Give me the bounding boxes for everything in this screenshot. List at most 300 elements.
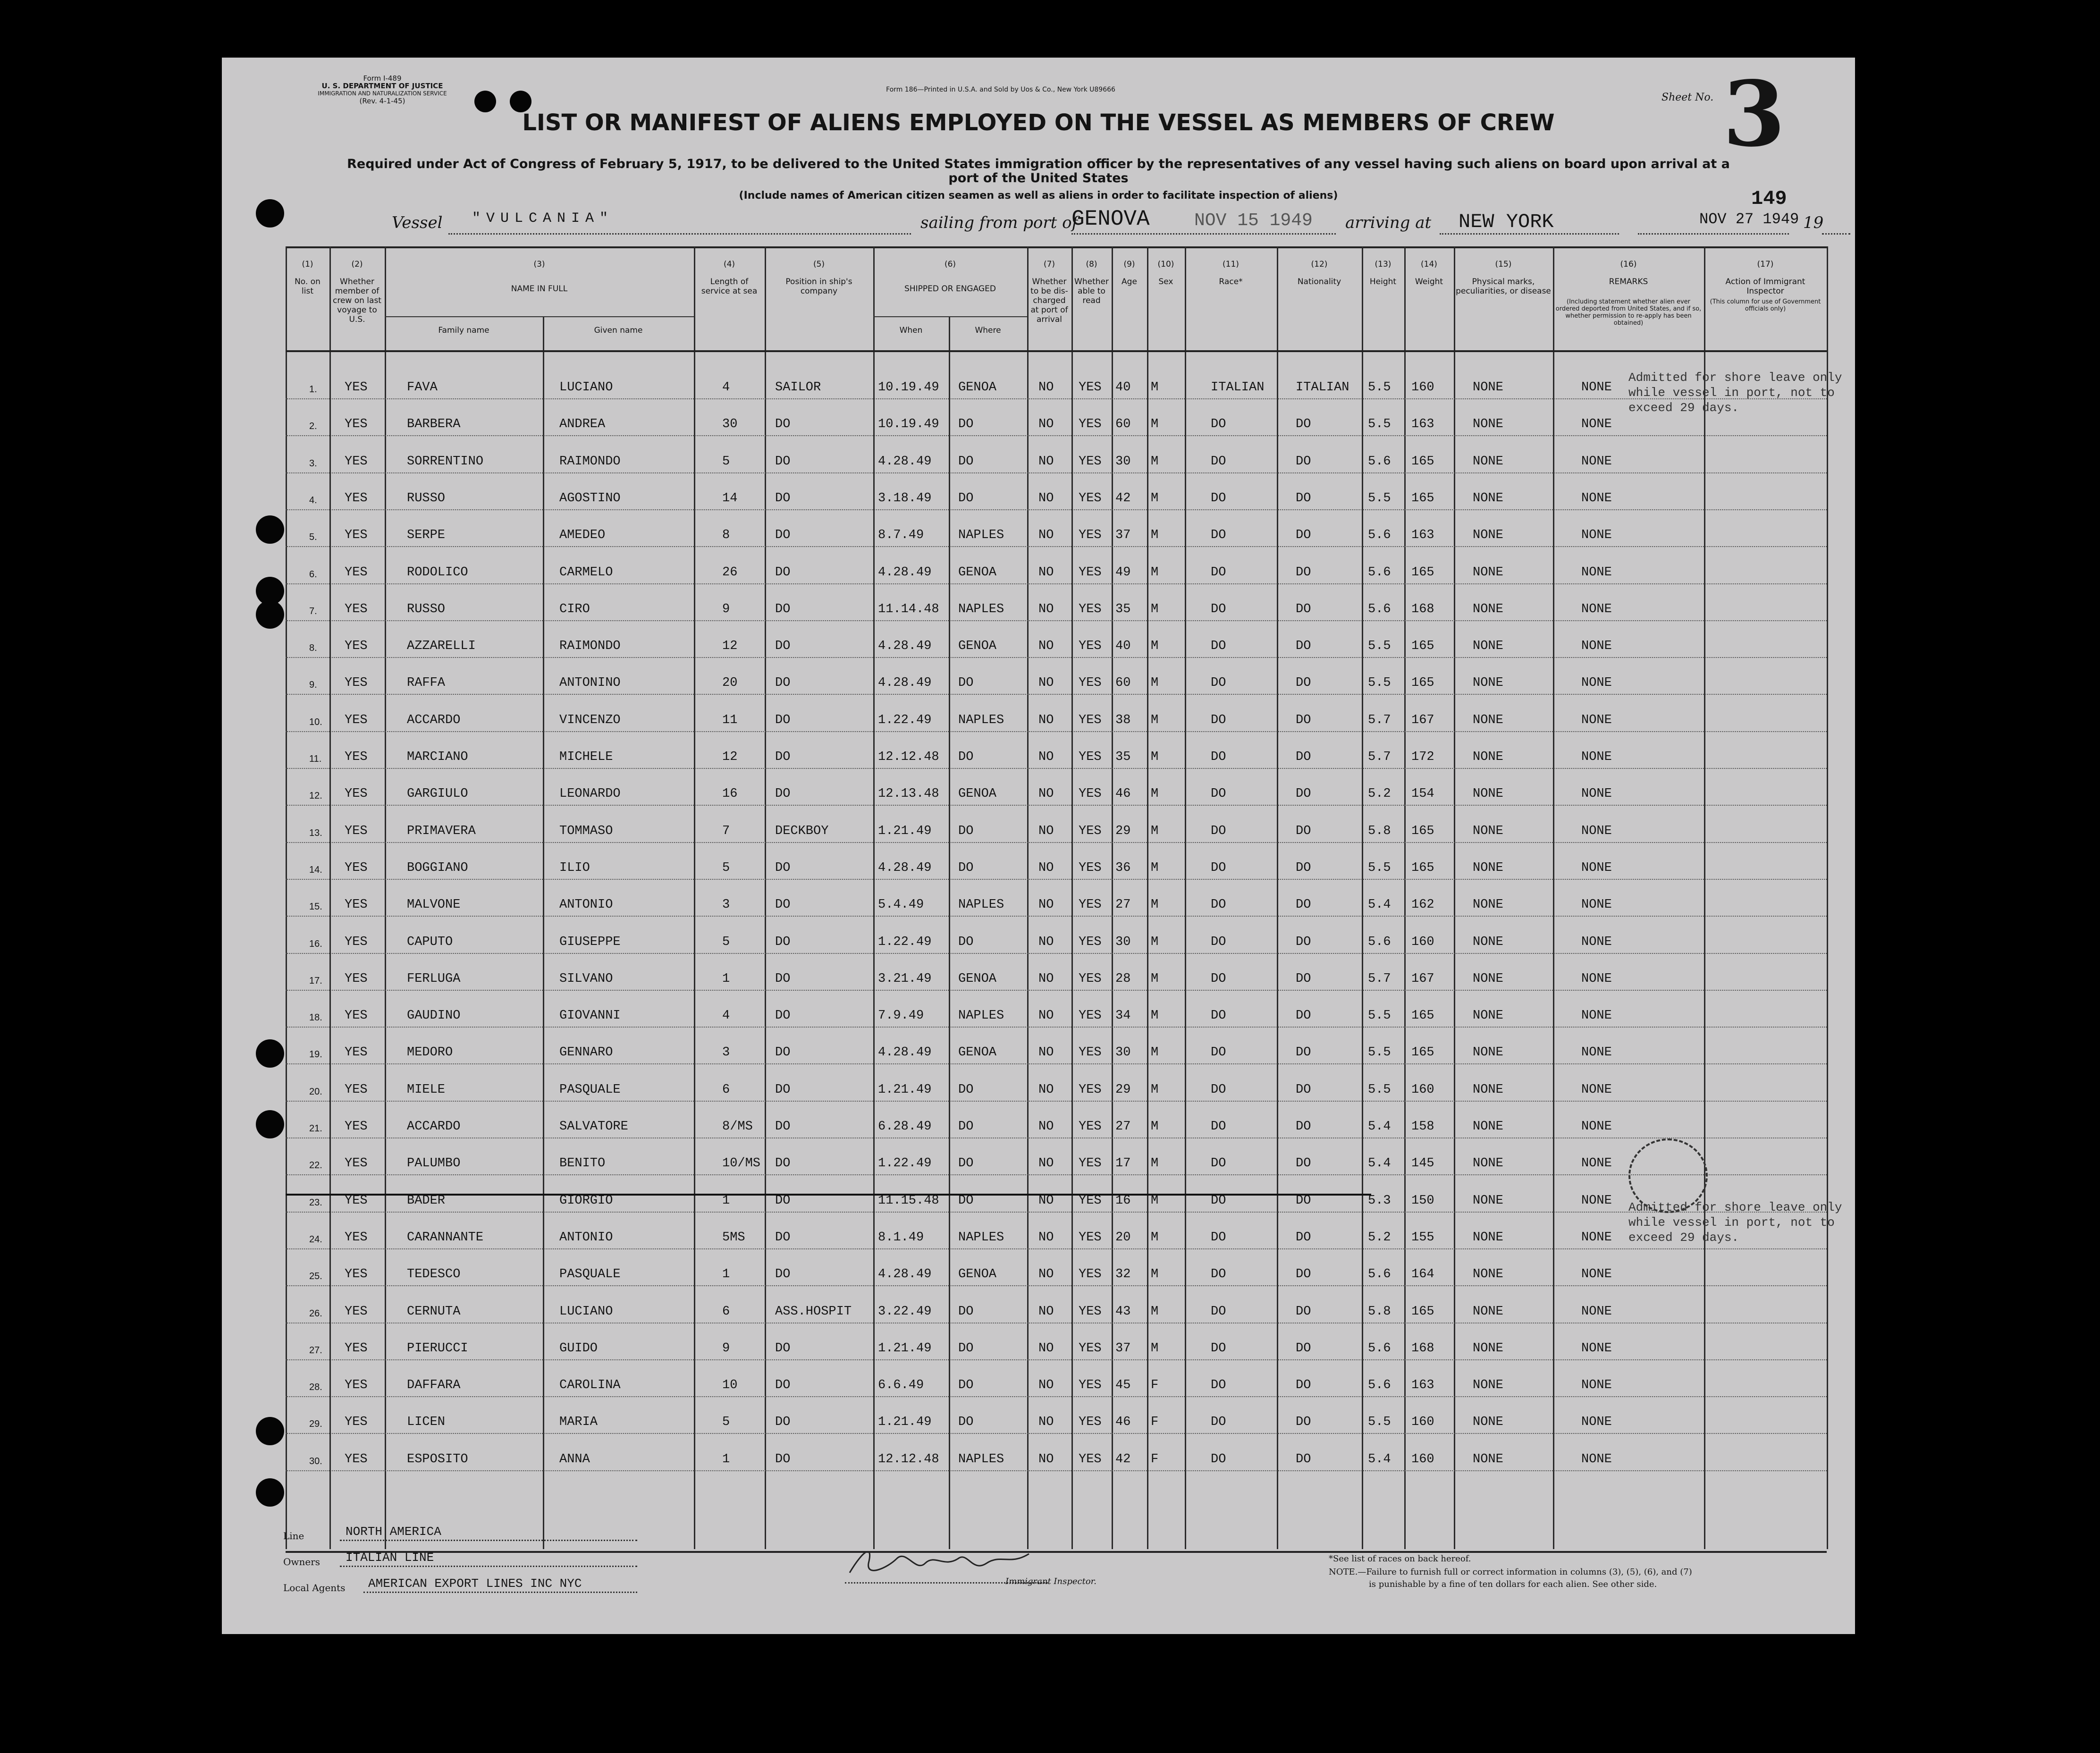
table-cell: 165 bbox=[1411, 565, 1434, 580]
table-cell: NONE bbox=[1581, 1082, 1612, 1097]
table-cell: NONE bbox=[1473, 1120, 1503, 1134]
table-cell: YES bbox=[345, 1156, 368, 1171]
table-cell: NO bbox=[1038, 417, 1054, 432]
table-cell: M bbox=[1151, 787, 1159, 801]
table-cell: ANTONIO bbox=[559, 898, 613, 912]
column-header: SHIPPED OR ENGAGED bbox=[904, 284, 996, 294]
table-cell: NONE bbox=[1581, 713, 1612, 727]
table-cell: DO bbox=[958, 1304, 974, 1319]
column-number: (2) bbox=[351, 260, 363, 269]
table-cell: M bbox=[1151, 824, 1159, 838]
table-cell: DO bbox=[1296, 417, 1311, 432]
table-cell: NONE bbox=[1473, 1341, 1503, 1356]
table-cell: 5.7 bbox=[1368, 750, 1391, 764]
table-cell: 6.6.49 bbox=[878, 1378, 924, 1393]
table-cell: NONE bbox=[1473, 1230, 1503, 1245]
table-row-rule bbox=[286, 1396, 1827, 1397]
column-number: (6) bbox=[944, 260, 956, 269]
table-cell: 35 bbox=[1115, 602, 1131, 616]
table-cell: 167 bbox=[1411, 971, 1434, 986]
subtitle-note: (Include names of American citizen seamen as well as aliens in order to facilitate inspection of aliens) bbox=[739, 190, 1338, 202]
table-cell: 9 bbox=[722, 1341, 730, 1356]
table-cell: DO bbox=[958, 1378, 974, 1393]
table-cell: NONE bbox=[1581, 1267, 1612, 1282]
manifest-sheet bbox=[222, 58, 1855, 1634]
vessel-name: "VULCANIA" bbox=[472, 211, 614, 227]
table-cell: ILIO bbox=[559, 860, 590, 875]
row-number: 2. bbox=[309, 421, 317, 432]
table-cell: ITALIAN bbox=[1211, 380, 1265, 395]
table-cell: 163 bbox=[1411, 528, 1434, 543]
table-cell: YES bbox=[345, 602, 368, 616]
table-cell: 5.6 bbox=[1368, 602, 1391, 616]
inspector-label: Immigrant Inspector. bbox=[1005, 1576, 1097, 1586]
table-cell: DO bbox=[1211, 1156, 1226, 1171]
table-cell: YES bbox=[1079, 935, 1102, 949]
table-cell: NONE bbox=[1473, 787, 1503, 801]
column-header: Action of Immigrant Inspector bbox=[1725, 277, 1805, 296]
table-cell: M bbox=[1151, 860, 1159, 875]
table-cell: DO bbox=[775, 1267, 791, 1282]
table-cell: M bbox=[1151, 1009, 1159, 1023]
table-cell: 6 bbox=[722, 1304, 730, 1319]
sailing-date: NOV 15 1949 bbox=[1194, 211, 1313, 231]
owners-value: ITALIAN LINE bbox=[346, 1551, 434, 1565]
table-cell: DO bbox=[958, 1156, 974, 1171]
table-cell: 5.6 bbox=[1368, 1341, 1391, 1356]
table-cell: NO bbox=[1038, 454, 1054, 469]
table-cell: PIERUCCI bbox=[407, 1341, 468, 1356]
row-number: 23. bbox=[309, 1197, 322, 1208]
table-cell: NONE bbox=[1473, 1452, 1503, 1466]
table-cell: NO bbox=[1038, 1378, 1054, 1393]
table-cell: 150 bbox=[1411, 1193, 1434, 1208]
column-divider bbox=[1147, 246, 1148, 1549]
row-number: 6. bbox=[309, 569, 317, 580]
table-cell: DO bbox=[958, 1082, 974, 1097]
table-cell: NONE bbox=[1581, 787, 1612, 801]
table-cell: NONE bbox=[1473, 417, 1503, 432]
table-cell: 1.22.49 bbox=[878, 935, 932, 949]
table-cell: DO bbox=[1296, 1009, 1311, 1023]
form-dept: U. S. DEPARTMENT OF JUSTICE bbox=[321, 82, 443, 90]
table-cell: BENITO bbox=[559, 1156, 606, 1171]
table-cell: M bbox=[1151, 602, 1159, 616]
subtitle: Required under Act of Congress of February 5, 1917, to be delivered to the United States immigration officer by the representatives of any vessel having such aliens on board upon arrival at a bbox=[347, 157, 1730, 171]
row-number: 28. bbox=[309, 1382, 322, 1393]
table-cell: LUCIANO bbox=[559, 380, 613, 395]
column-divider bbox=[765, 246, 766, 1549]
column-divider bbox=[286, 246, 287, 1549]
table-cell: GUIDO bbox=[559, 1341, 598, 1356]
table-cell: 5.7 bbox=[1368, 713, 1391, 727]
row-number: 29. bbox=[309, 1419, 322, 1430]
table-cell: NO bbox=[1038, 1341, 1054, 1356]
table-cell: 1.21.49 bbox=[878, 1082, 932, 1097]
table-cell: NONE bbox=[1473, 676, 1503, 691]
arriving-label: arriving at bbox=[1345, 213, 1432, 232]
table-cell: DO bbox=[1296, 1341, 1311, 1356]
year-dotline bbox=[1822, 233, 1850, 235]
table-cell: M bbox=[1151, 491, 1159, 506]
column-divider bbox=[543, 316, 544, 1549]
table-cell: CIRO bbox=[559, 602, 590, 616]
table-cell: AGOSTINO bbox=[559, 491, 621, 506]
row-number: 9. bbox=[309, 680, 317, 691]
agents-dotline bbox=[363, 1592, 637, 1593]
table-cell: 5.4 bbox=[1368, 898, 1391, 912]
table-cell: 14 bbox=[722, 491, 738, 506]
binder-hole bbox=[256, 1417, 284, 1445]
column-number: (16) bbox=[1620, 260, 1637, 269]
table-cell: 49 bbox=[1115, 565, 1131, 580]
table-cell: GENOA bbox=[958, 380, 997, 395]
table-cell: 5.2 bbox=[1368, 787, 1391, 801]
table-cell: YES bbox=[1079, 1193, 1102, 1208]
table-cell: NONE bbox=[1473, 491, 1503, 506]
table-row-rule bbox=[286, 435, 1827, 436]
table-cell: 5.6 bbox=[1368, 935, 1391, 949]
column-subheader: Given name bbox=[594, 326, 643, 335]
table-cell: 30 bbox=[1115, 1045, 1131, 1060]
table-cell: 4.28.49 bbox=[878, 860, 932, 875]
table-cell: NONE bbox=[1473, 1156, 1503, 1171]
table-cell: ANTONINO bbox=[559, 676, 621, 691]
table-cell: ACCARDO bbox=[407, 1120, 461, 1134]
table-cell: M bbox=[1151, 565, 1159, 580]
table-cell: YES bbox=[1079, 1452, 1102, 1466]
table-cell: DO bbox=[1211, 971, 1226, 986]
table-cell: 10.19.49 bbox=[878, 417, 939, 432]
table-cell: 1.21.49 bbox=[878, 1415, 932, 1430]
table-cell: NONE bbox=[1473, 1193, 1503, 1208]
table-cell: 7 bbox=[722, 824, 730, 838]
form-id: Form I-489 bbox=[363, 74, 402, 83]
table-cell: YES bbox=[1079, 1230, 1102, 1245]
table-cell: 165 bbox=[1411, 676, 1434, 691]
column-number: (3) bbox=[533, 260, 545, 269]
table-cell: NONE bbox=[1581, 1452, 1612, 1466]
table-cell: NONE bbox=[1473, 1009, 1503, 1023]
table-cell: ACCARDO bbox=[407, 713, 461, 727]
table-cell: YES bbox=[1079, 676, 1102, 691]
table-cell: M bbox=[1151, 417, 1159, 432]
table-cell: 5.2 bbox=[1368, 1230, 1391, 1245]
table-cell: 5.8 bbox=[1368, 824, 1391, 838]
table-cell: M bbox=[1151, 750, 1159, 764]
table-cell: 5 bbox=[722, 860, 730, 875]
table-cell: DO bbox=[1296, 1045, 1311, 1060]
table-cell: ANDREA bbox=[559, 417, 606, 432]
table-cell: DO bbox=[1296, 713, 1311, 727]
row-number: 18. bbox=[309, 1012, 322, 1023]
table-cell: DO bbox=[1296, 565, 1311, 580]
column-header: Whether to be dis-charged at port of arrival bbox=[1030, 277, 1068, 324]
table-cell: 5.6 bbox=[1368, 565, 1391, 580]
table-cell: FERLUGA bbox=[407, 971, 461, 986]
table-cell: ESPOSITO bbox=[407, 1452, 468, 1466]
shipped-subheader-line bbox=[873, 316, 1027, 317]
table-cell: YES bbox=[345, 380, 368, 395]
table-cell: MARIA bbox=[559, 1415, 598, 1430]
year-label: 19 bbox=[1803, 213, 1824, 232]
table-cell: DO bbox=[1296, 898, 1311, 912]
table-cell: 12.12.48 bbox=[878, 1452, 939, 1466]
table-cell: YES bbox=[345, 898, 368, 912]
table-row-rule bbox=[286, 1101, 1827, 1102]
table-cell: YES bbox=[1079, 713, 1102, 727]
row-number: 16. bbox=[309, 938, 322, 949]
table-cell: YES bbox=[345, 1045, 368, 1060]
column-divider bbox=[329, 246, 331, 1549]
table-cell: RUSSO bbox=[407, 491, 446, 506]
table-cell: 10 bbox=[722, 1378, 738, 1393]
table-cell: DO bbox=[958, 824, 974, 838]
table-row-rule bbox=[286, 509, 1827, 510]
column-subheader: Family name bbox=[438, 326, 489, 335]
table-cell: 6.28.49 bbox=[878, 1120, 932, 1134]
table-cell: NO bbox=[1038, 750, 1054, 764]
table-cell: DO bbox=[1211, 1120, 1226, 1134]
table-cell: M bbox=[1151, 454, 1159, 469]
fine-note-2: is punishable by a fine of ten dollars for each alien. See other side. bbox=[1369, 1579, 1657, 1589]
table-cell: PRIMAVERA bbox=[407, 824, 476, 838]
table-cell: CERNUTA bbox=[407, 1304, 461, 1319]
table-cell: 5.5 bbox=[1368, 380, 1391, 395]
table-cell: DO bbox=[775, 750, 791, 764]
shore-leave-stamp: Admitted for shore leave only while vessel in port, not to exceed 29 days. bbox=[1628, 1200, 1842, 1245]
table-cell: 26 bbox=[722, 565, 738, 580]
agents-label: Local Agents bbox=[283, 1582, 346, 1593]
table-cell: 30 bbox=[722, 417, 738, 432]
row-number: 21. bbox=[309, 1123, 322, 1134]
table-cell: AZZARELLI bbox=[407, 639, 476, 654]
table-cell: 11.15.48 bbox=[878, 1193, 939, 1208]
table-cell: 163 bbox=[1411, 1378, 1434, 1393]
sheet-number: 3 bbox=[1723, 61, 1786, 167]
table-cell: M bbox=[1151, 971, 1159, 986]
table-cell: NONE bbox=[1581, 491, 1612, 506]
table-cell: 8.1.49 bbox=[878, 1230, 924, 1245]
sailing-dotline bbox=[1071, 233, 1336, 235]
row-number: 20. bbox=[309, 1086, 322, 1097]
table-cell: GIUSEPPE bbox=[559, 935, 621, 949]
table-cell: M bbox=[1151, 713, 1159, 727]
column-header: Whether member of crew on last voyage to U.S. bbox=[333, 277, 381, 324]
table-cell: DO bbox=[775, 713, 791, 727]
table-cell: DO bbox=[775, 1378, 791, 1393]
table-cell: M bbox=[1151, 1267, 1159, 1282]
row-number: 3. bbox=[309, 458, 317, 469]
arrival-date: NOV 27 1949 bbox=[1699, 211, 1799, 228]
table-row-rule bbox=[286, 1359, 1827, 1360]
column-divider bbox=[694, 246, 695, 1549]
table-cell: 8.7.49 bbox=[878, 528, 924, 543]
table-cell: DO bbox=[958, 417, 974, 432]
table-row-rule bbox=[286, 1027, 1827, 1028]
table-cell: 10.19.49 bbox=[878, 380, 939, 395]
column-divider bbox=[1827, 246, 1828, 1549]
table-cell: 168 bbox=[1411, 602, 1434, 616]
table-cell: 27 bbox=[1115, 1120, 1131, 1134]
table-cell: 5.5 bbox=[1368, 491, 1391, 506]
header-bottom-line bbox=[286, 350, 1827, 352]
table-cell: NONE bbox=[1473, 935, 1503, 949]
table-cell: M bbox=[1151, 1120, 1159, 1134]
table-cell: YES bbox=[345, 1009, 368, 1023]
table-cell: 11 bbox=[722, 713, 738, 727]
table-row-rule bbox=[286, 1174, 1827, 1175]
table-cell: YES bbox=[1079, 417, 1102, 432]
table-cell: MALVONE bbox=[407, 898, 461, 912]
table-cell: 4.28.49 bbox=[878, 639, 932, 654]
table-cell: DO bbox=[958, 935, 974, 949]
table-cell: 6 bbox=[722, 1082, 730, 1097]
table-cell: YES bbox=[345, 860, 368, 875]
table-cell: DO bbox=[775, 935, 791, 949]
table-cell: DO bbox=[1211, 417, 1226, 432]
column-number: (4) bbox=[723, 260, 735, 269]
table-cell: YES bbox=[1079, 528, 1102, 543]
table-cell: BADER bbox=[407, 1193, 446, 1208]
column-divider bbox=[1454, 246, 1455, 1549]
table-cell: YES bbox=[345, 971, 368, 986]
table-cell: DO bbox=[958, 491, 974, 506]
table-cell: YES bbox=[345, 1378, 368, 1393]
table-cell: DO bbox=[775, 898, 791, 912]
owners-dotline bbox=[340, 1566, 637, 1567]
table-cell: DO bbox=[1296, 1082, 1311, 1097]
binder-hole bbox=[256, 1039, 284, 1068]
table-cell: DO bbox=[1296, 491, 1311, 506]
table-cell: NONE bbox=[1581, 750, 1612, 764]
table-cell: DO bbox=[775, 1045, 791, 1060]
arrival-port: NEW YORK bbox=[1459, 211, 1554, 233]
table-cell: DO bbox=[958, 750, 974, 764]
table-cell: SALVATORE bbox=[559, 1120, 628, 1134]
column-number: (11) bbox=[1223, 260, 1239, 269]
table-cell: FAVA bbox=[407, 380, 438, 395]
table-cell: 1 bbox=[722, 971, 730, 986]
table-cell: 164 bbox=[1411, 1267, 1434, 1282]
table-cell: BOGGIANO bbox=[407, 860, 468, 875]
table-cell: 42 bbox=[1115, 1452, 1131, 1466]
table-cell: DO bbox=[1211, 860, 1226, 875]
row-number: 7. bbox=[309, 606, 317, 616]
table-cell: DO bbox=[1296, 750, 1311, 764]
column-divider bbox=[873, 246, 875, 1549]
table-cell: 5.6 bbox=[1368, 1267, 1391, 1282]
table-cell: M bbox=[1151, 1193, 1159, 1208]
fine-note: NOTE.—Failure to furnish full or correct information in columns (3), (5), (6), and (7) bbox=[1329, 1567, 1692, 1577]
table-cell: DO bbox=[1211, 1452, 1226, 1466]
table-cell: NONE bbox=[1581, 602, 1612, 616]
table-cell: AMEDEO bbox=[559, 528, 606, 543]
column-number: (7) bbox=[1043, 260, 1055, 269]
table-cell: NONE bbox=[1473, 565, 1503, 580]
table-cell: 165 bbox=[1411, 1304, 1434, 1319]
table-cell: YES bbox=[1079, 602, 1102, 616]
table-cell: YES bbox=[1079, 824, 1102, 838]
table-cell: YES bbox=[1079, 565, 1102, 580]
table-cell: NONE bbox=[1581, 454, 1612, 469]
table-cell: 3 bbox=[722, 898, 730, 912]
table-cell: NO bbox=[1038, 1009, 1054, 1023]
table-cell: NAPLES bbox=[958, 1230, 1004, 1245]
table-cell: PALUMBO bbox=[407, 1156, 461, 1171]
table-cell: DO bbox=[1211, 1341, 1226, 1356]
form-printer: Form 186—Printed in U.S.A. and Sold by Uos & Co., New York U89666 bbox=[886, 86, 1115, 93]
table-cell: YES bbox=[1079, 491, 1102, 506]
table-cell: SAILOR bbox=[775, 380, 821, 395]
column-header: No. on list bbox=[295, 277, 320, 296]
table-row-rule bbox=[286, 1285, 1827, 1286]
table-row-rule bbox=[286, 805, 1827, 806]
table-cell: 165 bbox=[1411, 454, 1434, 469]
table-cell: NONE bbox=[1581, 639, 1612, 654]
table-cell: NONE bbox=[1473, 824, 1503, 838]
column-header: Race* bbox=[1219, 277, 1243, 287]
table-cell: 155 bbox=[1411, 1230, 1434, 1245]
table-cell: DO bbox=[1211, 491, 1226, 506]
table-cell: BARBERA bbox=[407, 417, 461, 432]
table-row-rule bbox=[286, 657, 1827, 658]
table-cell: 12.13.48 bbox=[878, 787, 939, 801]
table-cell: DO bbox=[1296, 971, 1311, 986]
table-cell: NONE bbox=[1581, 528, 1612, 543]
table-cell: NONE bbox=[1581, 417, 1612, 432]
table-cell: YES bbox=[345, 713, 368, 727]
table-cell: LEONARDO bbox=[559, 787, 621, 801]
table-cell: RAIMONDO bbox=[559, 639, 621, 654]
table-cell: NO bbox=[1038, 491, 1054, 506]
table-cell: VINCENZO bbox=[559, 713, 621, 727]
table-cell: DECKBOY bbox=[775, 824, 829, 838]
table-cell: DO bbox=[775, 971, 791, 986]
table-cell: DO bbox=[1211, 935, 1226, 949]
table-cell: 4 bbox=[722, 380, 730, 395]
table-cell: NO bbox=[1038, 676, 1054, 691]
table-cell: 5.8 bbox=[1368, 1304, 1391, 1319]
table-cell: 5.5 bbox=[1368, 1045, 1391, 1060]
table-cell: YES bbox=[345, 639, 368, 654]
column-number: (8) bbox=[1086, 260, 1097, 269]
table-cell: 5.5 bbox=[1368, 860, 1391, 875]
table-cell: YES bbox=[1079, 860, 1102, 875]
table-cell: NONE bbox=[1473, 971, 1503, 986]
table-cell: DO bbox=[1296, 1120, 1311, 1134]
column-header: Weight bbox=[1415, 277, 1443, 287]
row-number: 15. bbox=[309, 902, 322, 912]
table-cell: DO bbox=[1211, 750, 1226, 764]
table-cell: NO bbox=[1038, 528, 1054, 543]
column-subheader: When bbox=[899, 326, 923, 335]
table-cell: 12 bbox=[722, 750, 738, 764]
table-cell: YES bbox=[345, 676, 368, 691]
table-cell: NAPLES bbox=[958, 1452, 1004, 1466]
table-cell: M bbox=[1151, 639, 1159, 654]
table-cell: 5.6 bbox=[1368, 528, 1391, 543]
table-cell: LUCIANO bbox=[559, 1304, 613, 1319]
table-cell: YES bbox=[345, 1452, 368, 1466]
table-cell: NO bbox=[1038, 1156, 1054, 1171]
table-cell: 11.14.48 bbox=[878, 602, 939, 616]
table-cell: NONE bbox=[1473, 602, 1503, 616]
table-cell: DO bbox=[1296, 1267, 1311, 1282]
table-cell: NONE bbox=[1473, 1378, 1503, 1393]
table-cell: NO bbox=[1038, 971, 1054, 986]
binder-hole bbox=[256, 1478, 284, 1507]
